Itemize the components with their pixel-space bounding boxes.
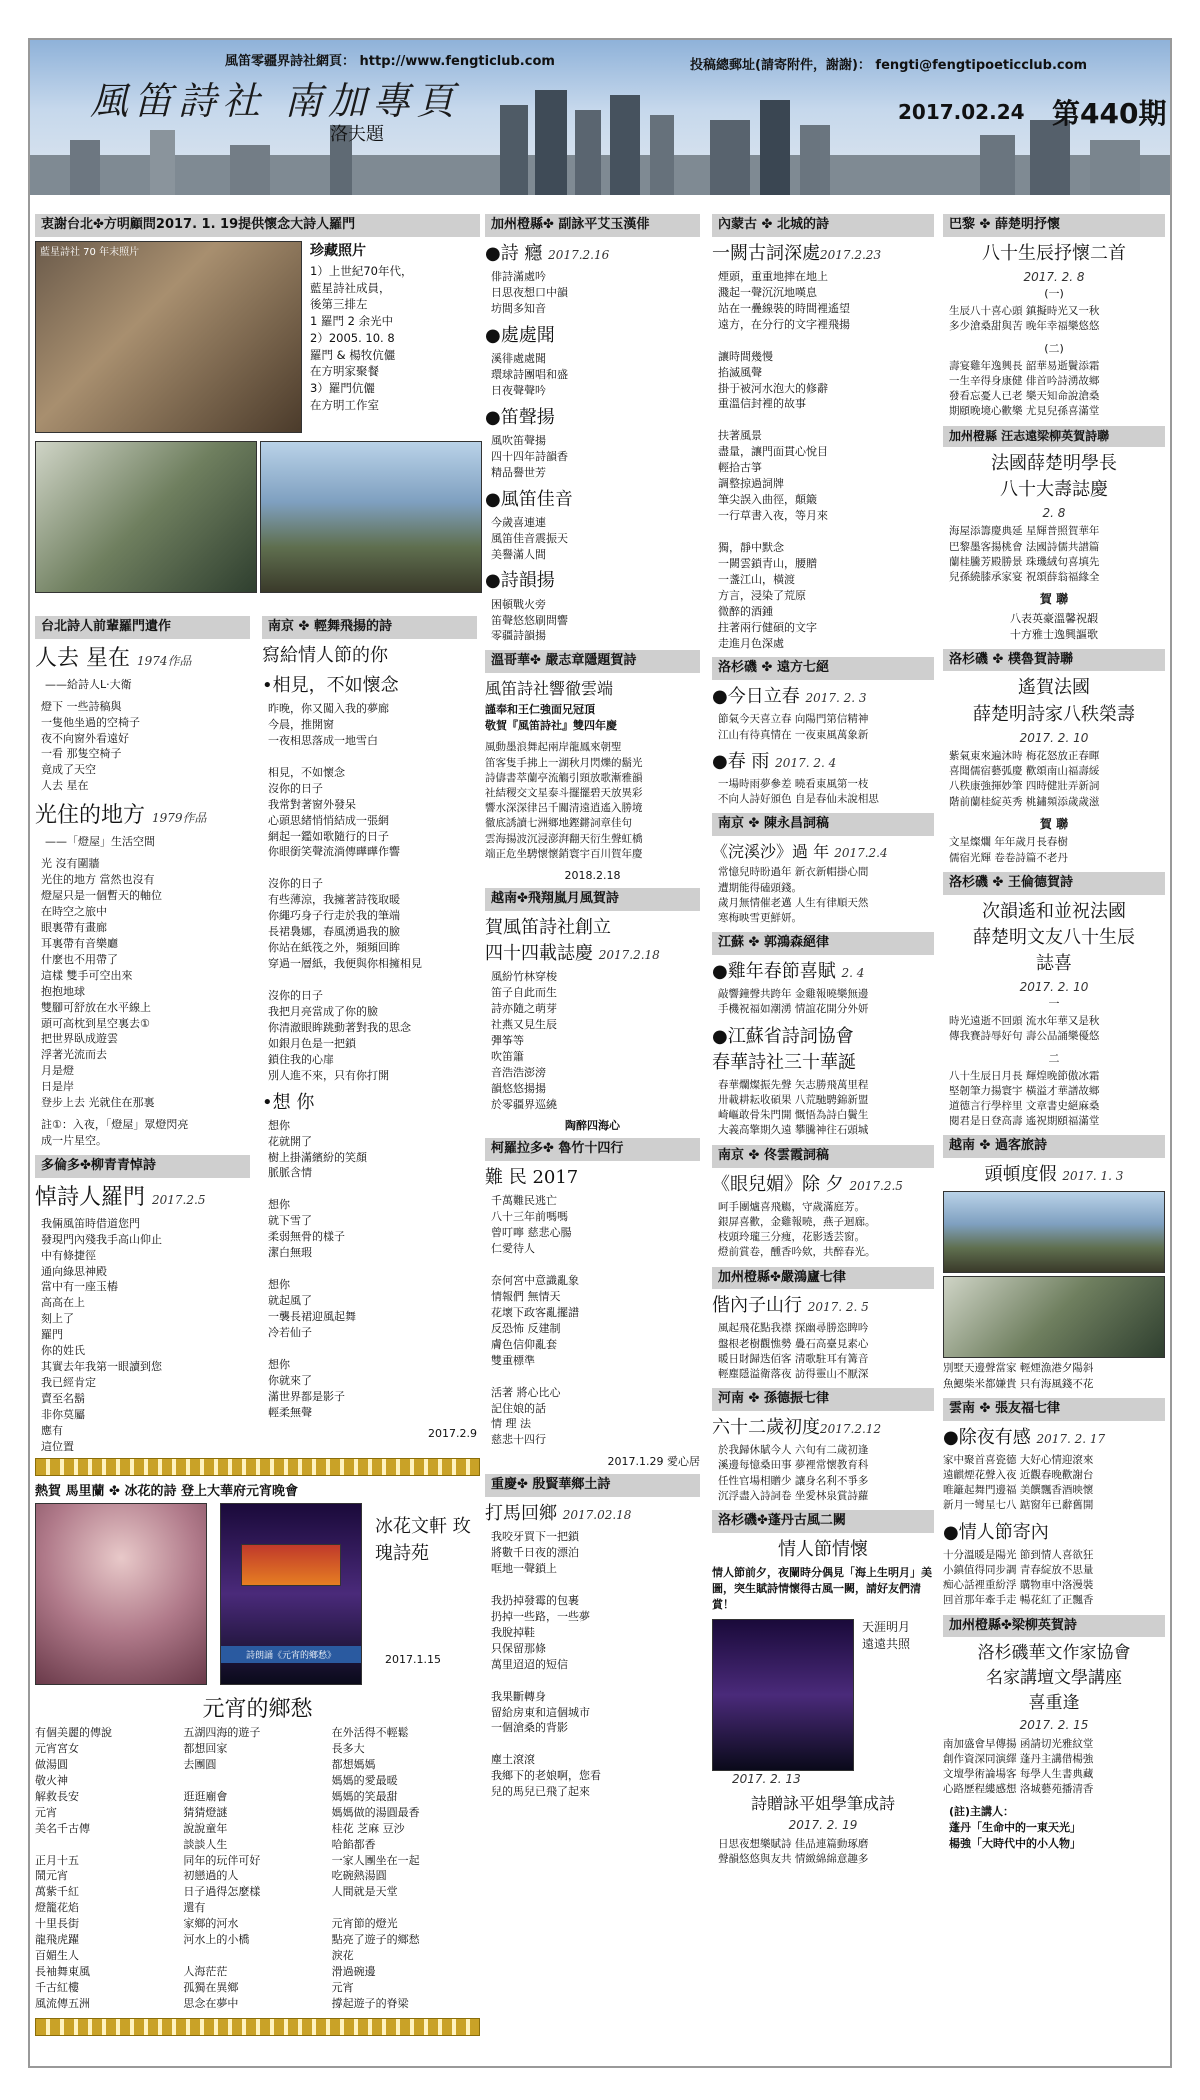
decorative-border	[35, 2018, 480, 2036]
poem-body: 千萬難民逃亡 八十三年前嗎嗎 曾叮嚀 慈悲心腸 仁愛待人 奈何宮中意識亂象 情報們 無情天 花壞下政客亂擺譜 反恐怖 反建制 膚色信仰亂套 雙重標準 活著 將心比心 記住娘的話 情 理 法 慈悲十四行	[491, 1194, 579, 1447]
section-bar: 柯羅拉多✤ 魯竹十四行	[485, 1138, 700, 1161]
section-bar: 衷謝台北✤方明顧問2017. 1. 19提供懷念大詩人羅門	[35, 214, 480, 237]
poem-body: 生辰八十喜心頭 鎮擬時光又一秋 多少滄桑甜與苦 晚年幸福樂悠悠	[949, 305, 1100, 333]
poem-title-text: 一闕古詞深處	[712, 242, 820, 264]
poem-title-text: 六十二歲初度	[712, 1417, 820, 1439]
stanza-mark: 二	[1048, 1051, 1060, 1065]
poem-title: 洛杉磯華文作家協會 名家講壇文學講座 喜重逢	[977, 1643, 1131, 1713]
poem-date: 2. 4	[841, 966, 865, 981]
poem-title: ●江蘇省詩詞協會 春華詩社三十華誕	[712, 1025, 856, 1073]
poem-title-text: ●今日立春	[712, 686, 800, 708]
poem-date: 2017.2.12	[820, 1422, 882, 1437]
poem-date: 2017. 2. 3	[805, 691, 867, 706]
section-bar: 越南✤飛翔嵐月風賀詩	[485, 888, 700, 911]
event-poster-image	[220, 1503, 362, 1685]
poem-title: 難 民 2017	[485, 1167, 579, 1189]
poem-column-2: 五湖四海的遊子 都想回家 去團圓 逛逛廟會 猜猜燈謎 說說童年 談談人生 同年的玩伴可好 初戀過的人 日子過得怎麼樣 還有 家鄉的河水 河水上的小橋 人海茫茫 孤獨在異鄉 思念在夢中	[183, 1726, 261, 2010]
poem-title	[712, 959, 934, 985]
poem-title-text: ●雞年春節喜賦	[712, 961, 836, 983]
poem-body: 俳詩滿處吟 日思夜想口中韻 坊間多知音	[491, 269, 568, 315]
poem-body: 十分溫暖是陽光 節到情人喜欲狂 小鎮值得同步調 青春綻放不思量 痴心話裡重紛浮 購物車中洛漫裝 回首那年牽手走 暢花紅了正飄香	[943, 1548, 1094, 1607]
section-bar: 加州橙縣 汪志遠梁柳英賀詩聯	[943, 426, 1165, 447]
poem-body: 八十生辰日月長 輝煌晚節傲冰霜 堅韌筆力揚寰宇 橫溢才華譜故鄉 道德言行學梓里 文章書史絕麻桑 閱君是日登高壽 遙祝期頤福滿堂	[949, 1069, 1100, 1128]
poem-body: 壽宴雞年逸興長 韶華易逝鬢添霜 一生辛得身康健 俳首吟詩湧故鄉 發看忘憂人已老 樂天知命說滄桑 期頤晚境心歡樂 尤見兒孫喜滿堂	[949, 359, 1100, 418]
poster-text: 詩朗誦《元宵的鄉愁》	[221, 1646, 361, 1663]
poem-intro: 情人節前夕，夜闌時分偶見「海上生明月」美圖，突生賦詩情懷得古風一闕，請好友們清賞！	[712, 1566, 932, 1611]
poem-title: 八十生辰抒懷二首	[982, 242, 1126, 264]
poem-date: 2018.2.18	[564, 869, 621, 883]
poem-title	[943, 1425, 1165, 1451]
poem-title-text: ●除夜有感	[943, 1426, 1031, 1448]
poem-date: 2017. 2. 10	[1019, 979, 1089, 994]
poem-year: 1979作品	[152, 811, 207, 826]
photo-notes-text: 1）上世紀70年代， 藍星詩社成員， 後第三排左 1 羅門 2 余光中 2）2005. 10. 8 羅門 & 楊牧伉儷 在方明家聚餐 3）羅門伉儷 在方明工作室	[310, 264, 413, 412]
poem-title: 法國薛楚明學長 八十大壽誌慶	[991, 452, 1117, 500]
section-bar: 江蘇 ✤ 郭鴻森絕律	[712, 932, 934, 955]
poem-title: ●處處聞	[485, 324, 555, 346]
poem-title: 風笛詩社響徹雲端	[485, 679, 614, 699]
poem-subtitle: ——給詩人L·大衛	[45, 677, 132, 691]
poem-last-line: 陶醉四海心	[565, 1119, 620, 1133]
beach-photo	[943, 1191, 1165, 1273]
brand-signature: 洛夫題	[330, 124, 384, 145]
poem-body: 今歲喜連連 風笛佳音震振天 美譽滿人間	[491, 515, 568, 561]
poem-date: 2017. 2. 4	[775, 755, 837, 770]
poem-date: 2017.2.9	[428, 1427, 477, 1441]
email-link[interactable]: fengti@fengtipoeticclub.com	[875, 58, 1088, 73]
poem-date: 2017.2.16	[548, 247, 610, 262]
photo-section	[35, 241, 480, 671]
poem-body: 時光遠逝不回頭 流水年華又是秋 傳我賽詩辱好句 壽公品誦樂優悠	[949, 1015, 1100, 1043]
poem-title	[35, 1182, 250, 1214]
poem-body: 煙頭，重重地摔在地上 濺起一聲沉沉地嘆息 站在一疊線裝的時間裡遙望 遠方，在分行的文字裡飛揚 讓時間幾慢 掐滅風聲 掛于被河水泡大的修辭 重溫信封裡的故事 扶著風景 盡量，讓門面貫心悅目 輕拾古箏 調整掠過詞牌 筆尖誤入曲徑，顛簸 一行草書入夜，等月來 獨，靜中默念 一闕雲鎖青山，腰贈 一盞江山，橫渡 方言，浸染了荒原 微醉的酒鍾 拄著兩行健碩的文字 走進月色深處	[718, 269, 850, 650]
couplet-body: 文星燦爛 年年歲月長春樹 儒宿光輝 卷卷詩篇不老丹	[949, 836, 1068, 864]
poem-title: 詩贈詠平姐學筆成詩	[750, 1794, 895, 1814]
poem-title: ●情人節寄內	[943, 1521, 1049, 1543]
poem-body: 想你 花就開了 樹上掛滿繽紛的笑顏 脈脈含情 想你 就下雪了 柔弱無骨的樣子 潔白無瑕 想你 就起風了 一襲長裙迎風起舞 冷若仙子 想你 你就來了 滿世界都是影子 輕柔無聲	[268, 1118, 367, 1419]
poem-body: 我咬牙買下一把鎖 將數千日夜的漂泊 哐地一聲鎖上 我扔掉發霉的包裹 扔掉一些路，一些夢 我脫掉鞋 只保留那條 萬里迢迢的短信 我果斷轉身 留給房東和這個城市 一個滄桑的背影 塵土滾滾 我鄉下的老娘啊，您看 兒的馬兒已飛了起來	[491, 1530, 601, 1799]
poem-date: 2017. 2. 13	[732, 1771, 801, 1786]
dinner-photo	[35, 441, 257, 593]
photo-notes	[310, 241, 480, 419]
garden-photo	[943, 1276, 1165, 1358]
section-bar: 越南 ✤ 過客旅詩	[943, 1135, 1165, 1158]
couplet-label: 賀 聯	[1039, 816, 1069, 831]
poem-title: 次韻遙和並祝法國 薛楚明文友八十生辰 誌喜	[973, 900, 1135, 974]
email-line	[690, 54, 1087, 73]
poem-title	[712, 749, 934, 775]
poster-logo	[241, 1544, 341, 1586]
poem-body: 困頓戰火旁 笛聲悠悠刷問響 零疆詩韻揚	[491, 597, 568, 643]
poem-title-text: ●春 雨	[712, 750, 770, 772]
poem-date: 2017.2.4	[834, 846, 888, 861]
poem-body: 常憶兒時盼過年 新衣新帽掛心間 遭期能得磕頭錢。 歲月無情催老邁 人生有律順天然 寒梅映雪更鮮妍。	[718, 866, 869, 925]
poem-date: 2017. 1. 3	[1062, 1169, 1124, 1184]
poem-body: 風動墨浪舞起兩岸龍鳳來朝聖 笛客隻手拂上一湖秋月閃爍的鬍光 詩儔書萃蘭亭流觴引頸放歌漸雅韻 社結稷交文星泰斗擺擺碧天放異彩 響水深深律呂千關清遠逍遙入勝境 徹底誘讀七洲鄉地鏗鏘詞章佳句 雲海揚波沉浸澎湃翻天衍生聲虹橋 端正危坐騁懷懷銷寰宇百川賀年慶	[485, 741, 643, 860]
poem-title-text: 打馬回鄉	[485, 1503, 557, 1525]
section-bar: 洛杉磯 ✤ 王倫德賀詩	[943, 872, 1165, 895]
poem-body: 風紛竹林穿梭 笛子自此而生 詩亦隨之萌芽 社燕又見生辰 彈筝等 吹笛簫 音浩浩澎滂 韻悠悠揚揚 於零疆界巡繞	[491, 970, 557, 1111]
stanza-mark: (二)	[1044, 341, 1064, 355]
section-bar: 南京 ✤ 輕舞飛揚的詩	[262, 616, 477, 639]
bottom-section	[35, 1458, 480, 2036]
poem-subtitle: ——「燈屋」生活空間	[45, 835, 155, 849]
poem-title: 元宵的鄉愁	[202, 1697, 313, 1722]
poem-body: 呵手團爐喜飛觴，守歲滿庭芳。 銀屏喜歡，金雞報曉，燕子迴廊。 枝頭玲瓏三分痩，花影透芸窗。 燈前賞卷，醺香吟欸，共醉春光。	[718, 1200, 876, 1259]
poem-title: ●詩韻揚	[485, 570, 555, 592]
poem-body: 一場時雨夢參差 曉看東風第一枝 不向人詩好頒色 自是春仙未說相思	[718, 777, 879, 806]
poem-title-text: 光住的地方	[35, 803, 146, 829]
poem-title-text: 頭頓度假	[984, 1164, 1057, 1186]
poem-body: 昨晚，你又闖入我的夢廊 今晨，推開窗 一夜相思落成一地雪白 相見，不如懷念 沒你的日子 我常對著窗外發呆 心頭思緒悄悄結成一張網 網起一鑑如歌隨行的日子 你眼銜笑聲流淌傳曄曄作響 沒你的日子 有些薄涼，我擁著詩筏取暖 你繩巧身子行走於我的筆端 長裙裊娜，春風湧過我的臉 你站在紙筏之外，頻頻回眸 穿過一層紙，我便與你相擁相見 沒你的日子 我把月亮當成了你的臉 你清澈眼眸跳動著對我的思念 如銀月色是一把鎖 鎖住我的心扉 別人進不來，只有你打開	[268, 702, 422, 1082]
column-4	[712, 210, 934, 1873]
column-1	[35, 210, 480, 671]
poem-body: 燈下 一些詩稿與 一隻他坐過的空椅子 夜不向窗外看遠好 一看 那隻空椅子 竟成了天空 人去 星在	[41, 699, 140, 793]
poem-title-text: 《浣溪沙》過 年	[712, 842, 830, 862]
poem-title: 寫給情人節的你	[262, 644, 388, 666]
poem-title	[712, 1293, 934, 1319]
email-label: 投稿總郵址(請寄附件，謝謝)：	[690, 58, 871, 73]
section-bar: 台北詩人前輩羅門遺作	[35, 616, 250, 639]
poem-title: ●風笛佳音	[485, 488, 573, 510]
poem-date: 2017. 2. 8	[1023, 269, 1085, 284]
column-3	[485, 210, 700, 1806]
column-2	[262, 612, 477, 1442]
issue-number: 第440期	[1052, 97, 1167, 130]
portrait-photo	[35, 1503, 207, 1685]
moon-section	[712, 1619, 934, 1769]
poem-title	[35, 800, 250, 832]
section-bar: 雲南 ✤ 張友福七律	[943, 1398, 1165, 1421]
poem-title: 情人節情懷	[778, 1538, 868, 1560]
poem-title	[35, 643, 250, 675]
poem-title	[712, 840, 934, 863]
poem-note: (註)主講人： 蓬丹「生命中的一東天光」 楊強「大時代中的小人物」	[949, 1804, 1081, 1850]
poem-year: 1974作品	[137, 653, 192, 668]
poem-date: 2017.2.5	[152, 1192, 206, 1207]
section-bar: 巴黎 ✤ 薛楚明抒懷	[943, 214, 1165, 237]
poem-body: 南加盛會早傳揚 函請切光雅紋堂 創作資深同演繹 蓬丹主講借楊強 文壇學術論場客 每學人生書典藏 心路歷程縷感想 洛城藝苑播清香	[943, 1737, 1094, 1796]
poem-body: 別墅天邊聲當家 輕煙漁港夕陽斜 魚鰓柴米都嫌貴 只有海風錢不花	[943, 1362, 1094, 1390]
masthead	[30, 40, 1170, 195]
section-bar: 洛杉磯 ✤ 遠方七絕	[712, 657, 934, 680]
poem-date: 2017. 2. 15	[1019, 1718, 1089, 1733]
poem-title	[485, 241, 700, 267]
poem-title-text: 《眼兒媚》除 夕	[712, 1173, 844, 1195]
poem-body: 節氣今天喜立春 向陽門第信精神 江山有待真情在 一夜東風萬象新	[718, 713, 869, 741]
section-bar: 河南 ✤ 孫德振七律	[712, 1388, 934, 1411]
poem-date: 2017. 2. 19	[788, 1818, 858, 1833]
poem-date: 2017.2.5	[849, 1178, 903, 1193]
section-bar: 洛杉磯 ✤ 樸魯賀詩聯	[943, 649, 1165, 672]
poem-date: 2017.2.18	[598, 947, 660, 962]
poem-body: 海屋添籌慶典延 星輝普照賀華年 巴黎墨客揚桃會 法國詩儒共譜篇 蘭桂騰芳殿勝景 珠璣絨句喜填先 兒孫繞膝承家宴 祝頌薛翁福緣全	[949, 525, 1100, 584]
poem-title-text: 悼詩人羅門	[35, 1184, 146, 1210]
poem-subtitle: •相見，不如懷念	[262, 674, 399, 696]
poem-title	[485, 915, 700, 967]
poem-column-3: 在外活得不輕鬆 長多大 都想媽媽 媽媽的愛最暖 媽媽的笑最甜 媽媽做的湯圓最香 桂花 芝麻 豆沙 哈餡都香 一家人團坐在一起 吃碗熱湯圓 人間就是天堂 元宵節的燈光 點亮了遊子的鄉愁 淚花 滑過碗邊 元宵 撐起遊子的脊梁	[331, 1726, 420, 2010]
poem-date: 2017. 2. 10	[1019, 730, 1089, 745]
poem-body: 天涯明月 遠遠共照	[862, 1619, 911, 1652]
poem-date: 2017.02.18	[562, 1508, 632, 1523]
section-bar: 內蒙古 ✤ 北城的詩	[712, 214, 934, 237]
poem-title: 遙賀法國 薛楚明詩家八秩榮壽	[973, 677, 1135, 725]
stanza-mark: 一	[1048, 997, 1060, 1011]
side-label: 冰花文軒 玫瑰詩苑	[375, 1516, 471, 1564]
poem-body: 家中聚首喜瓷德 大好心情迎滾來 遠麒煙花聲入夜 近觀春晚歡謝台 唯籬起舞門邊福 美饌飄香酒映懷 新月一彎星七八 踮窗年已辭舊開	[943, 1453, 1094, 1512]
section-bar: 重慶✤ 殷賢華鄉土詩	[485, 1474, 700, 1497]
poem-subtitle: 謹奉和王仁強面兄冠頂 敬賀『風笛詩社』雙四年慶	[485, 703, 617, 733]
photo-caption: 藍星詩社 70 年末照片	[40, 246, 140, 258]
section-bar: 南京 ✤ 佟雲霞詞稿	[712, 1145, 934, 1168]
poem-date: 2017.2.23	[820, 247, 882, 262]
poem-title	[712, 1172, 934, 1198]
section-bar: 南京 ✤ 陳永昌詞稿	[712, 813, 934, 836]
decorative-border	[35, 1458, 480, 1476]
poem-title: •想 你	[262, 1091, 315, 1113]
poem-title	[712, 684, 934, 710]
poem-date: 2017. 2. 5	[807, 1300, 869, 1315]
poem-body: 日思夜想樂賦詩 佳品連篇動琢磨 聲韻悠悠與友共 情緻綿綿意趣多	[718, 1837, 869, 1866]
poem-body: 於我歸休賦今人 六旬有二歲初逢 溪邊每憶桑田事 夢裡常懷教育科 任性官場相贈少 讓身名利不爭多 沉浮盡入詩詞卷 坐愛林泉賞詩蘿	[718, 1444, 869, 1502]
poem-body: 風起飛花點我襟 探幽尋勝恣睥吟 盤根老樹觀憔勢 疊石高臺見素心 暖日財歸迭佰客 清歌駐耳有篝音 輕塵隱溢衛落夜 訪得靈山不厭深	[718, 1322, 869, 1381]
poem-body: 敲響鐘聲共跨年 金雞報曉樂無邊 手機祝福如潮湧 情誼花開分外妍	[718, 988, 869, 1016]
poem-title	[712, 241, 934, 267]
poem-title-text: 賀風笛詩社創立 四十四載誌慶	[485, 916, 611, 964]
poem-date: 2017. 2. 17	[1036, 1431, 1106, 1446]
poem-body: 紫氣東來遍沐時 梅花怒放正春暉 喜聞儒宿藝弧慶 歡頌南山福壽綏 八秩康強揮妙筆 四時健壯弄新詞 階前蘭桂綻英秀 桃鏽頻添歲歲滋	[949, 750, 1100, 808]
poem-title	[712, 1415, 934, 1441]
group-photo	[35, 241, 302, 433]
section-bar: 洛杉磯✤蓬丹古風二闕	[712, 1510, 934, 1533]
site-label: 風笛零疆界詩社網頁：	[225, 54, 356, 69]
poem-title-text: ●詩 癮	[485, 242, 543, 264]
poem-columns	[35, 1725, 480, 2012]
couplet-label: 賀 聯	[1039, 592, 1069, 607]
column-5	[943, 210, 1165, 1857]
poem-title	[943, 1162, 1165, 1188]
site-url-line	[225, 50, 555, 69]
poem-title: ●笛聲揚	[485, 406, 555, 428]
poem-body: 我倆風笛時借道您門 發現門內殘我手高山仰止 中有條捷徑 通向綠思神殿 當中有一座玉樁 高高在上 刻上了 羅門 你的姓氏 其實去年我第一眼讀到您 我已經肯定 賣至名鬍 非你莫屬 應有 這位置	[41, 1216, 162, 1453]
site-url-link[interactable]: http://www.fengticlub.com	[359, 54, 555, 69]
photo-title: 珍藏照片	[310, 242, 366, 259]
stanza-mark: (一)	[1044, 287, 1064, 301]
poem-date: 2. 8	[1042, 506, 1066, 521]
section-bar: 加州橙縣✤梁柳英賀詩	[943, 1615, 1165, 1638]
section-bar: 多倫多✤柳青青悼詩	[35, 1155, 250, 1178]
column-1-lower	[35, 612, 250, 1461]
section-bar: 加州橙縣✤ 副詠平艾玉漢俳	[485, 214, 700, 237]
side-date: 2017.1.15	[385, 1653, 441, 1666]
brand-title: 風笛詩社 南加專頁	[90, 79, 461, 123]
poem-column-1: 有個美麗的傳說 元宵宮女 做湯圓 敬火神 解救長安 元宵 美名千古傳 正月十五 鬧元宵 萬紫千紅 燈籠花焰 十里長街 龍飛虎躍 百媚生人 長袖舞東風 千古紅樓 風流傳五洲	[35, 1726, 112, 2010]
poem-footnote: 註①：入夜，「燈屋」眾燈閃亮 成一片星空。	[41, 1118, 189, 1148]
poem-title-text: 偕內子山行	[712, 1295, 802, 1317]
studio-photo	[260, 441, 482, 593]
section-bar: 加州橙縣✤嚴鴻廬七律	[712, 1267, 934, 1290]
moon-sea-image	[712, 1619, 854, 1771]
poem-body: 光 沒有圍牆 光住的地方 當然也沒有 燈屋只是一個暫天的軸位 在時空之旅中 眼裏帶有畫廊 耳裏帶有音樂廳 什麼也不用帶了 這樣 雙手可空出來 抱抱地球 雙腳可舒放在水平線上 頭可高枕到星空裏去① 把世界臥成遊雲 浮著光流而去 月是燈 日是岸 登步上去 光就住在那裏	[41, 857, 162, 1110]
issue-date: 2017.02.24	[898, 100, 1025, 124]
poem-body: 春華爛燦振先聲 矢志勝飛萬里程 卅載耕耘收碩果 八荒馳騁錦新盟 崎嶇敢骨朱門開 慨悟為詩白鬢生 大義高擎期久遠 攀騰神往石頭城	[718, 1078, 869, 1137]
couplet-body: 八表英豪溫馨祝嘏 十方雅士逸興謳歌	[1010, 611, 1098, 641]
poem-date: 2017.1.29 愛心居	[607, 1455, 700, 1469]
section-bar: 熱賀 馬里蘭 ✤ 冰花的詩 登上大華府元宵晚會	[35, 1484, 298, 1499]
poem-title-text: 人去 星在	[35, 645, 130, 671]
poem-title	[485, 1501, 700, 1527]
section-bar: 溫哥華✤ 嚴志章隱題賀詩	[485, 650, 700, 673]
event-photos	[35, 1503, 480, 1688]
poem-body: 溪徘處處聞 環球詩團唱和盛 日夜聲聲吟	[491, 351, 568, 397]
poem-body: 風吹笛聲揚 四十四年詩韻香 精品譽世芳	[491, 433, 568, 479]
